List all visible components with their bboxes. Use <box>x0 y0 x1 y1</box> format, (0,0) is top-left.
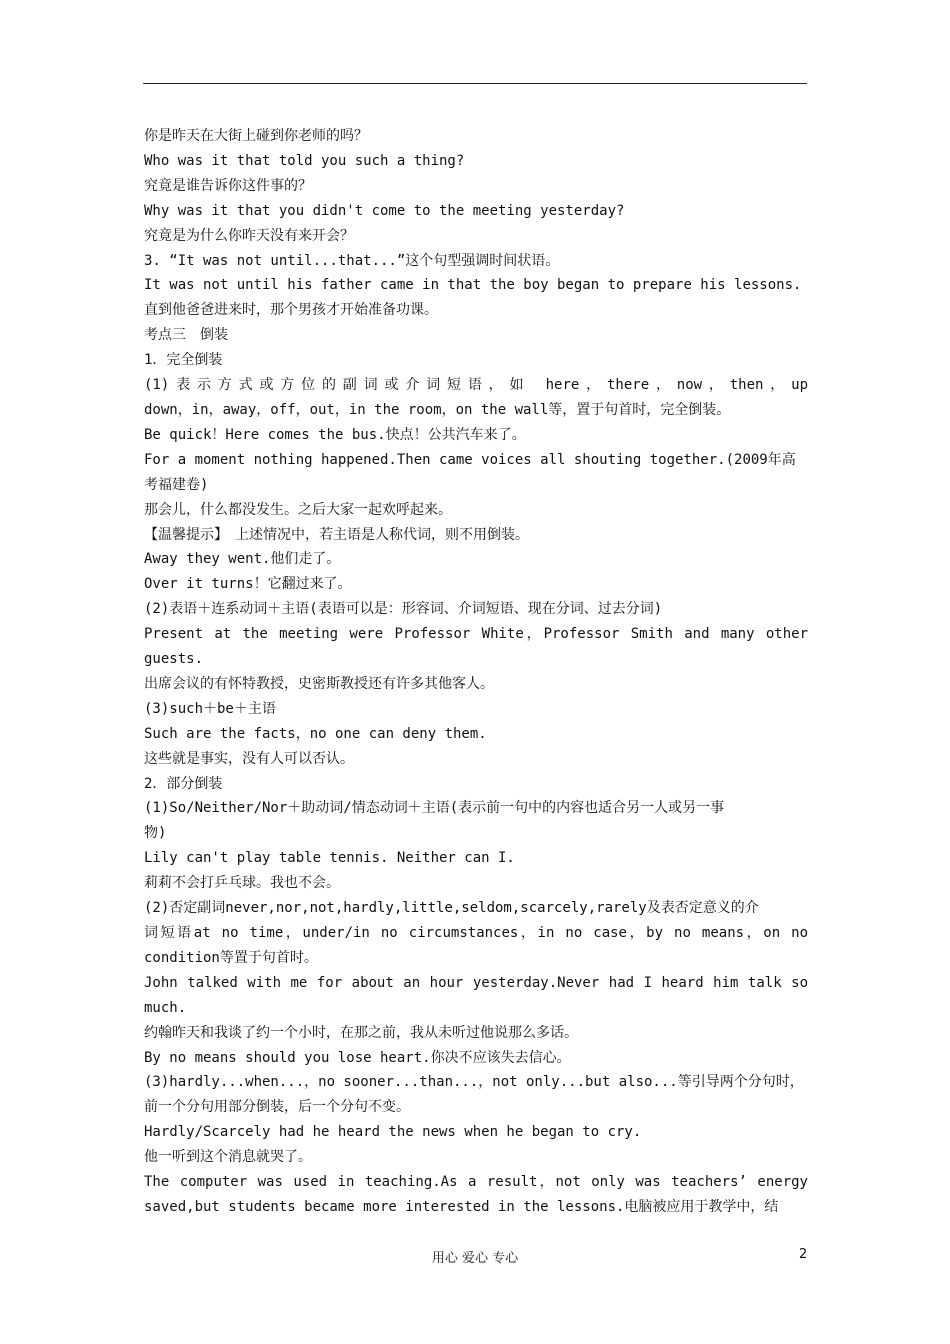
page-number: 2 <box>799 1247 808 1262</box>
text-line: By no means should you lose heart.你决不应该失去信心。 <box>144 1049 571 1066</box>
text-line: 词短语at no time，under/in no circumstances，in no case，by no means，on no <box>144 925 808 941</box>
text-line: Why was it that you didn't come to the meeting yesterday? <box>144 202 625 219</box>
text-line: 出席会议的有怀特教授，史密斯教授还有许多其他客人。 <box>144 675 494 692</box>
text-line: 这些就是事实，没有人可以否认。 <box>144 750 354 767</box>
text-line: (2)否定副词never,nor,not,hardly,little,seldom,scarcely,rarely及表否定意义的介 <box>144 900 759 917</box>
text-line: 【温馨提示】 上述情况中，若主语是人称代词，则不用倒装。 <box>144 526 529 543</box>
text-line: Such are the facts，no one can deny them. <box>144 725 487 742</box>
header-rule <box>143 83 807 84</box>
text-line: 约翰昨天和我谈了约一个小时，在那之前，我从未听过他说那么多话。 <box>144 1024 578 1041</box>
document-body <box>144 124 808 1220</box>
text-line: 考福建卷) <box>144 476 209 493</box>
text-line: 直到他爸爸进来时，那个男孩才开始准备功课。 <box>144 302 438 319</box>
text-line: guests. <box>144 651 204 668</box>
text-line: down，in，away，off，out，in the room，on the wall等，置于句首时，完全倒装。 <box>144 401 731 418</box>
text-line: 究竟是为什么你昨天没有来开会？ <box>144 227 354 244</box>
text-line: 前一个分句用部分倒装，后一个分句不变。 <box>144 1099 410 1116</box>
text-line: For a moment nothing happened.Then came voices all shouting together.(2009年高 <box>144 451 796 468</box>
text-line: 究竟是谁告诉你这件事的？ <box>144 177 312 194</box>
text-line: It was not until his father came in that the boy began to prepare his lessons. <box>144 277 802 294</box>
text-line: much. <box>144 999 187 1016</box>
text-line: condition等置于句首时。 <box>144 949 318 966</box>
text-line: Hardly/Scarcely had he heard the news when he began to cry. <box>144 1124 642 1141</box>
text-line: (2)表语＋连系动词＋主语(表语可以是：形容词、介词短语、现在分词、过去分词) <box>144 601 663 618</box>
text-line: Present at the meeting were Professor White，Professor Smith and many other <box>144 626 808 643</box>
text-line: 物) <box>144 825 167 842</box>
text-line: saved,but students became more interested in the lessons.电脑被应用于教学中，结 <box>144 1198 779 1215</box>
text-line: 2．部分倒装 <box>144 775 223 792</box>
text-line: Lily can't play table tennis. Neither can I. <box>144 850 515 867</box>
text-line: 他一听到这个消息就哭了。 <box>144 1149 312 1166</box>
text-line: 考点三 倒装 <box>144 327 228 344</box>
text-line: (1)表示方式或方位的副词或介词短语，如 here，there，now，then，up <box>144 377 808 394</box>
text-line: Away they went.他们走了。 <box>144 551 341 568</box>
text-line: Over it turns！它翻过来了。 <box>144 576 352 593</box>
text-line: Be quick！Here comes the bus.快点！公共汽车来了。 <box>144 426 526 443</box>
footer-motto: 用心 爱心 专心 <box>431 1251 519 1266</box>
text-line: 3. “It was not until...that...”这个句型强调时间状语。 <box>144 252 560 269</box>
text-line: (1)So/Neither/Nor＋助动词/情态动词＋主语(表示前一句中的内容也适合另一人或另一事 <box>144 800 725 817</box>
text-line: 1．完全倒装 <box>144 352 223 369</box>
text-line: John talked with me for about an hour yesterday.Never had I heard him talk so <box>144 974 808 991</box>
text-line: 莉莉不会打乒乓球。我也不会。 <box>144 875 340 892</box>
text-line: (3)such＋be＋主语 <box>144 700 276 717</box>
text-line: Who was it that told you such a thing? <box>144 152 465 169</box>
text-line: 你是昨天在大街上碰到你老师的吗？ <box>144 128 368 144</box>
text-line: 那会儿，什么都没发生。之后大家一起欢呼起来。 <box>144 501 452 518</box>
text-line: (3)hardly...when...，no sooner...than...，not only...but also...等引导两个分句时， <box>144 1074 804 1091</box>
text-line: The computer was used in teaching.As a result，not only was teachers’ energy <box>144 1174 808 1191</box>
